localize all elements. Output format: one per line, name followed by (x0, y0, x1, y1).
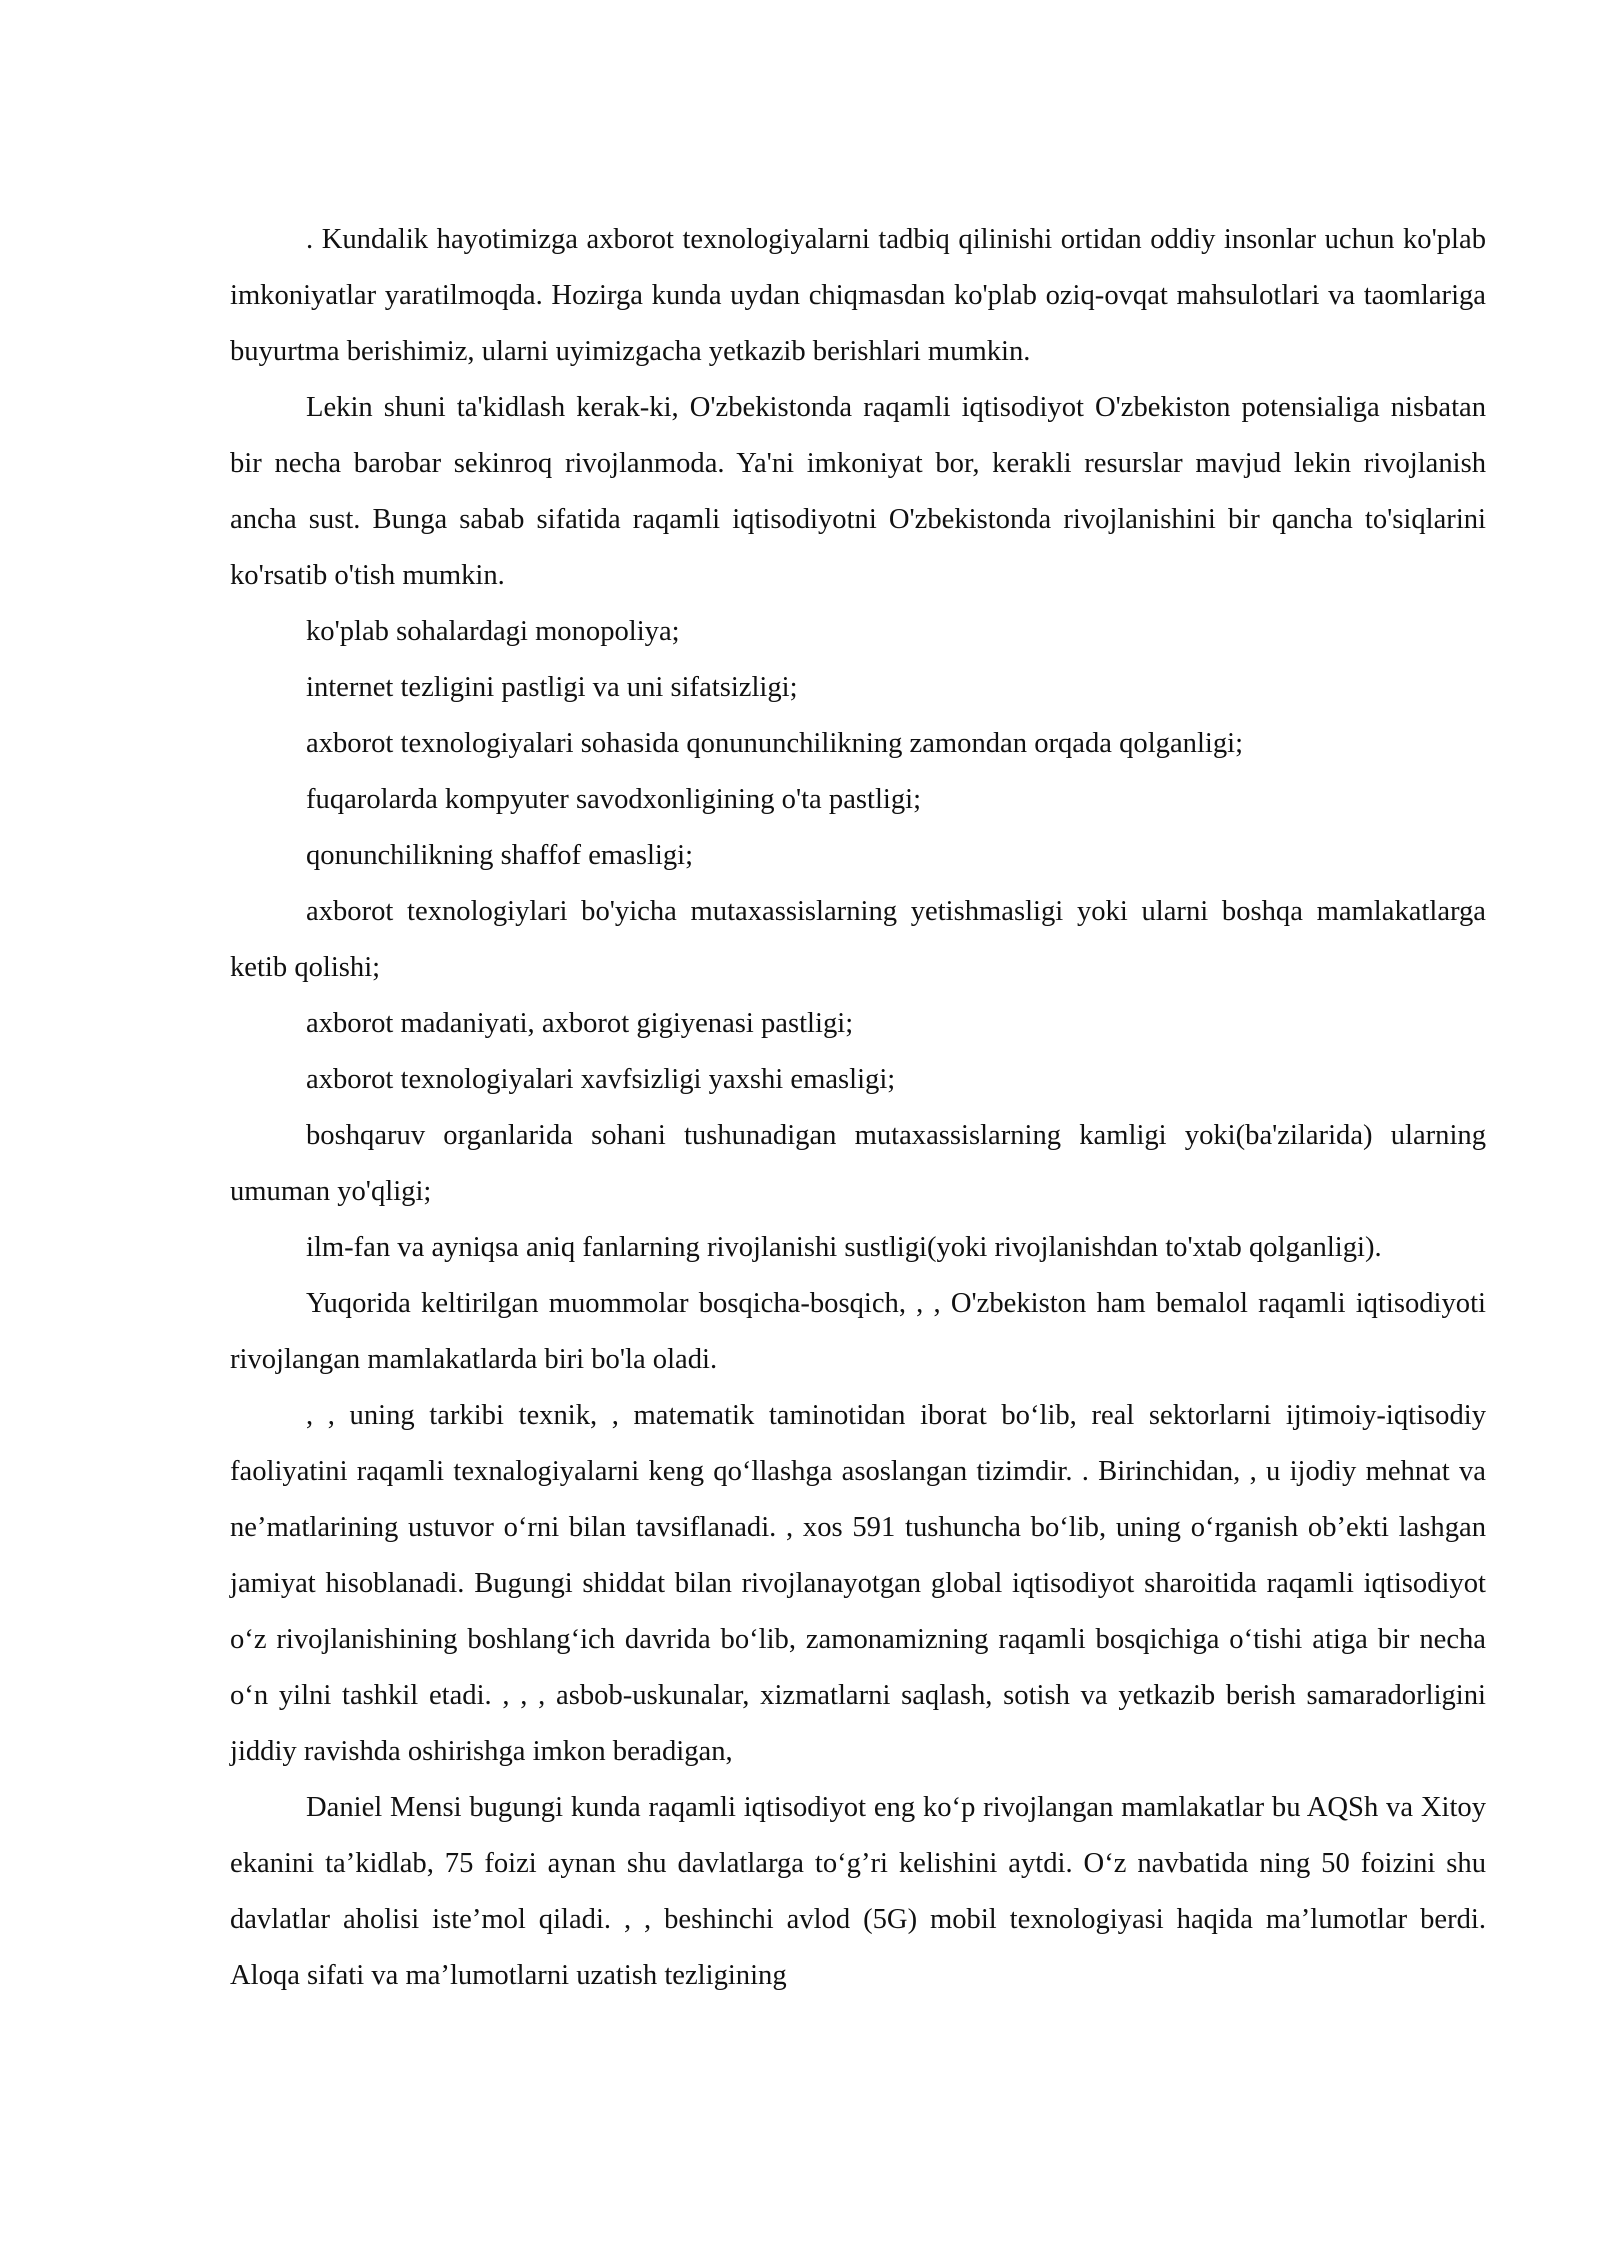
list-item: internet tezligini pastligi va uni sifatsizligi; (306, 672, 798, 703)
paragraph-intro: . Kundalik hayotimizga axborot texnologiyalarni tadbiq qilinishi ortidan oddiy insonlar uchun ko'plab imkoniyatlar yaratilmoqda. Hozirga kunda uydan chiqmasdan ko'plab oziq-ovqat mahsulotlari va taomlariga buyurtma berishimiz, ularni uyimizgacha yetkazib berishlari mumkin. (230, 224, 1486, 367)
list-item: ko'plab sohalardagi monopoliya; (306, 616, 680, 647)
list-item: qonunchilikning shaffof emasligi; (306, 840, 694, 871)
paragraph-digital-economy: , , uning tarkibi texnik, , matematik taminotidan iborat bo‘lib, real sektorlarni ijtimoiy-iqtisodiy faoliyatini raqamli texnalogiyalarni keng qo‘llashga asoslangan tizimdir. . Birinchidan, , u ijodiy mehnat va ne’matlarining ustuvor o‘rni bilan tavsiflanadi. , xos 591 tushuncha bo‘lib, uning o‘rganish ob’ekti lashgan jamiyat hisoblanadi. Bugungi shiddat bilan rivojlanayotgan global iqtisodiyot sharoitida raqamli iqtisodiyot o‘z rivojlanishining boshlang‘ich davrida bo‘lib, zamonamizning raqamli bosqichiga o‘tishi atiga bir necha o‘n yilni tashkil etadi. , , , asbob-uskunalar, xizmatlarni saqlash, sotish va yetkazib berish samaradorligini jiddiy ravishda oshirishga imkon beradigan, (230, 1400, 1486, 1767)
paragraph-obstacles-intro: Lekin shuni ta'kidlash kerak-ki, O'zbekistonda raqamli iqtisodiyot O'zbekiston potensialiga nisbatan bir necha barobar sekinroq rivojlanmoda. Ya'ni imkoniyat bor, kerakli resurslar mavjud lekin rivojlanish ancha sust. Bunga sabab sifatida raqamli iqtisodiyotni O'zbekistonda rivojlanishini bir qancha to'siqlarini ko'rsatib o'tish mumkin. (230, 392, 1486, 591)
list-item: axborot madaniyati, axborot gigiyenasi pastligi; (306, 1008, 854, 1039)
list-item: ilm-fan va ayniqsa aniq fanlarning rivojlanishi sustligi(yoki rivojlanishdan to'xtab qolganligi). (306, 1232, 1382, 1263)
paragraph-daniel-mensi: Daniel Mensi bugungi kunda raqamli iqtisodiyot eng ko‘p rivojlangan mamlakatlar bu AQSh va Xitoy ekanini ta’kidlab, 75 foizi aynan shu davlatlarga to‘g’ri kelishini aytdi. O‘z navbatida ning 50 foizini shu davlatlar aholisi iste’mol qiladi. , , beshinchi avlod (5G) mobil texnologiyasi haqida ma’lumotlar berdi. Aloqa sifati va ma’lumotlarni uzatish tezligining (230, 1792, 1486, 1991)
list-item: axborot texnologiyalari sohasida qonununchilikning zamondan orqada qolganligi; (306, 728, 1244, 759)
list-item: fuqarolarda kompyuter savodxonligining o'ta pastligi; (306, 784, 922, 815)
list-item: axborot texnologiylari bo'yicha mutaxassislarning yetishmasligi yoki ularni boshqa mamlakatlarga ketib qolishi; (230, 896, 1486, 983)
list-item: axborot texnologiyalari xavfsizligi yaxshi emasligi; (306, 1064, 896, 1095)
paragraph-conclusion: Yuqorida keltirilgan muommolar bosqicha-bosqich, , , O'zbekiston ham bemalol raqamli iqtisodiyoti rivojlangan mamlakatlarda biri bo'la oladi. (230, 1288, 1486, 1375)
list-item: boshqaruv organlarida sohani tushunadigan mutaxassislarning kamligi yoki(ba'zilarida) ularning umuman yo'qligi; (230, 1120, 1486, 1207)
